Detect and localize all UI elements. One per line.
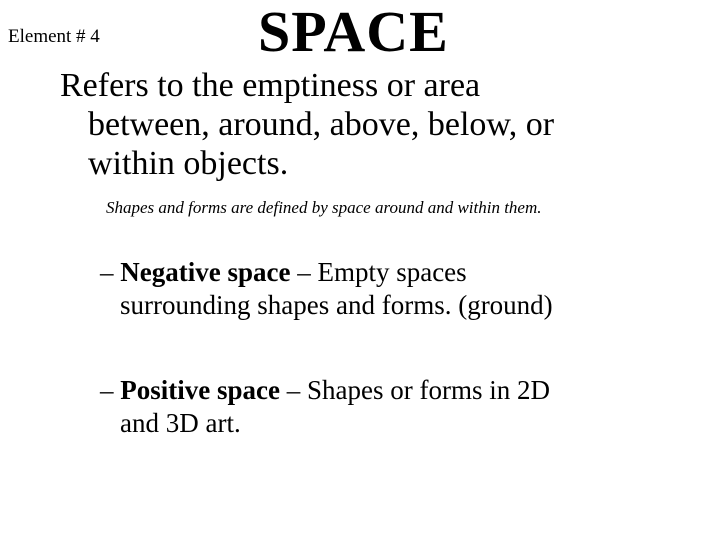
- element-number-label: Element # 4: [8, 26, 100, 47]
- bullet-dash: –: [100, 257, 121, 287]
- definition-line-3: within objects.: [88, 145, 289, 182]
- bullet-term: Negative space: [120, 257, 291, 287]
- bullet-positive-space: [100, 374, 710, 440]
- definition-line-2: between, around, above, below, or: [88, 106, 555, 143]
- bullet-line-2: surrounding shapes and forms. (ground): [120, 290, 553, 320]
- definition-text: [60, 66, 700, 183]
- bullet-separator: –: [290, 257, 318, 287]
- bullet-text: Empty spaces: [317, 257, 467, 287]
- bullet-line-1: [100, 256, 710, 289]
- slide-title: SPACE: [258, 0, 449, 64]
- italic-note: Shapes and forms are defined by space around and within them.: [106, 198, 542, 217]
- bullet-separator: –: [279, 375, 307, 405]
- bullet-line-2: and 3D art.: [120, 408, 241, 438]
- bullet-dash: –: [100, 375, 121, 405]
- bullet-negative-space: [100, 256, 710, 322]
- bullet-line-1: [100, 374, 710, 407]
- bullet-text: Shapes or forms in 2D: [306, 375, 550, 405]
- definition-line-1: Refers to the emptiness or area: [60, 67, 481, 104]
- bullet-term: Positive space: [120, 375, 280, 405]
